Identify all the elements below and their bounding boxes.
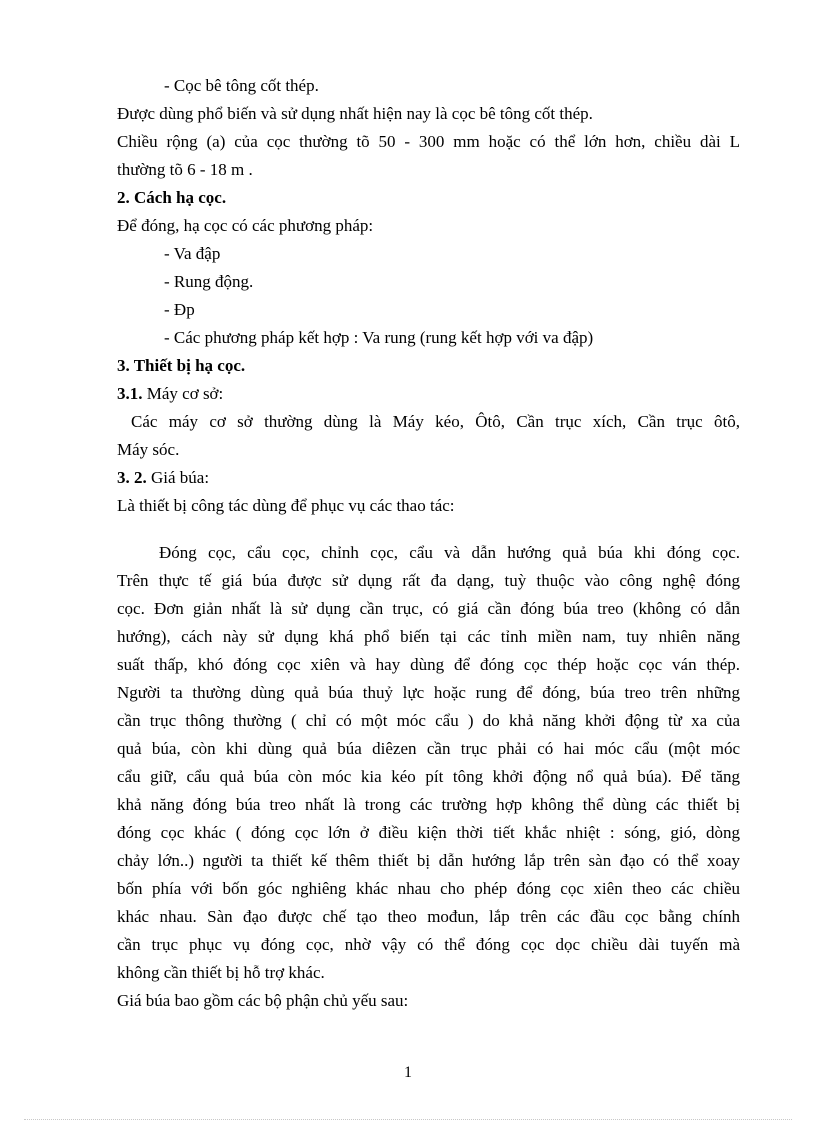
paragraph-line: đóng cọc khác ( đóng cọc lớn ở điều kiện thời tiết khắc nhiệt : sóng, gió, dòng — [117, 823, 740, 842]
text-line: thường tõ 6 - 18 m . — [117, 160, 253, 179]
subsection-title: Giá búa: — [151, 468, 210, 487]
paragraph-line: không cần thiết bị hỗ trợ khác. — [117, 963, 325, 982]
text-line: Được dùng phổ biến và sử dụng nhất hiện nay là cọc bê tông cốt thép. — [117, 104, 593, 123]
paragraph-line: hướng), cách này sử dụng khá phổ biến tại các tỉnh miền nam, tuy nhiên năng — [117, 627, 740, 646]
bullet-reinforced-concrete: - Cọc bê tông cốt thép. — [164, 76, 319, 95]
subsection-3-1 — [117, 384, 740, 404]
paragraph-line: cần trục thông thường ( chỉ có một móc cẩu ) do khả năng khởi động từ xa của — [117, 711, 740, 730]
page-number: 1 — [404, 1064, 412, 1081]
bullet-press: - Đp — [164, 300, 195, 319]
paragraph-line: Người ta thường dùng quả búa thuỷ lực hoặc rung để đóng, búa treo trên những — [117, 683, 740, 702]
paragraph-line: quả búa, còn khi dùng quả búa diêzen cần trục phải có hai móc cẩu (một móc — [117, 739, 740, 758]
section-heading-3: 3. Thiết bị hạ cọc. — [117, 356, 246, 375]
paragraph-line: Đóng cọc, cẩu cọc, chỉnh cọc, cẩu và dẫn hướng quả búa khi đóng cọc. — [159, 543, 740, 562]
section-heading-2: 2. Cách hạ cọc. — [117, 188, 227, 207]
page-bottom-divider — [24, 1119, 792, 1120]
paragraph-line: khác nhau. Sàn đạo được chế tạo theo mođun, lắp trên các đầu cọc bằng chính — [117, 907, 740, 926]
paragraph-line: cẩu giữ, cẩu quả búa còn móc kia kéo pít tông khởi động nổ quả búa). Để tăng — [117, 767, 740, 786]
subsection-number: 3. 2. — [117, 468, 147, 487]
text-line: Để đóng, hạ cọc có các phương pháp: — [117, 216, 374, 235]
text-line: Là thiết bị công tác dùng để phục vụ các thao tác: — [117, 496, 455, 515]
text-line: Các máy cơ sở thường dùng là Máy kéo, Ôtô, Cần trục xích, Cần trục ôtô, — [131, 412, 740, 431]
paragraph-line: chảy lớn..) người ta thiết kế thêm thiết bị dẫn hướng lắp trên sàn đạo có thể xoay — [117, 851, 740, 870]
paragraph-line: Trên thực tế giá búa được sử dụng rất đa dạng, tuỳ thuộc vào công nghệ đóng — [117, 571, 740, 590]
text-line: Máy sóc. — [117, 440, 180, 459]
bullet-impact: - Va đập — [164, 244, 221, 263]
text-line: Chiều rộng (a) của cọc thường tõ 50 - 300 mm hoặc có thể lớn hơn, chiều dài L — [117, 132, 740, 151]
subsection-title: Máy cơ sở: — [146, 384, 224, 403]
bullet-combined: - Các phương pháp kết hợp : Va rung (rung kết hợp với va đập) — [164, 328, 594, 347]
subsection-3-2 — [117, 468, 740, 488]
paragraph-line: cọc. Đơn giản nhất là sử dụng cần trục, có giá cần đóng búa treo (không có dẫn — [117, 599, 740, 618]
paragraph-line: bốn phía với bốn góc nghiêng khác nhau cho phép đóng cọc xiên theo các chiều — [117, 879, 740, 898]
subsection-number: 3.1. — [117, 384, 143, 403]
bullet-vibration: - Rung động. — [164, 272, 254, 291]
paragraph-line: suất thấp, khó đóng cọc xiên và hay dùng để đóng cọc thép hoặc cọc ván thép. — [117, 655, 740, 674]
paragraph-line: khả năng đóng búa treo nhất là trong các trường hợp không thể dùng các thiết bị — [117, 795, 740, 814]
text-line: Giá búa bao gồm các bộ phận chủ yếu sau: — [117, 991, 409, 1010]
paragraph-line: cần trục phục vụ đóng cọc, nhờ vậy có thể đóng cọc dọc chiều dài tuyến mà — [117, 935, 740, 954]
